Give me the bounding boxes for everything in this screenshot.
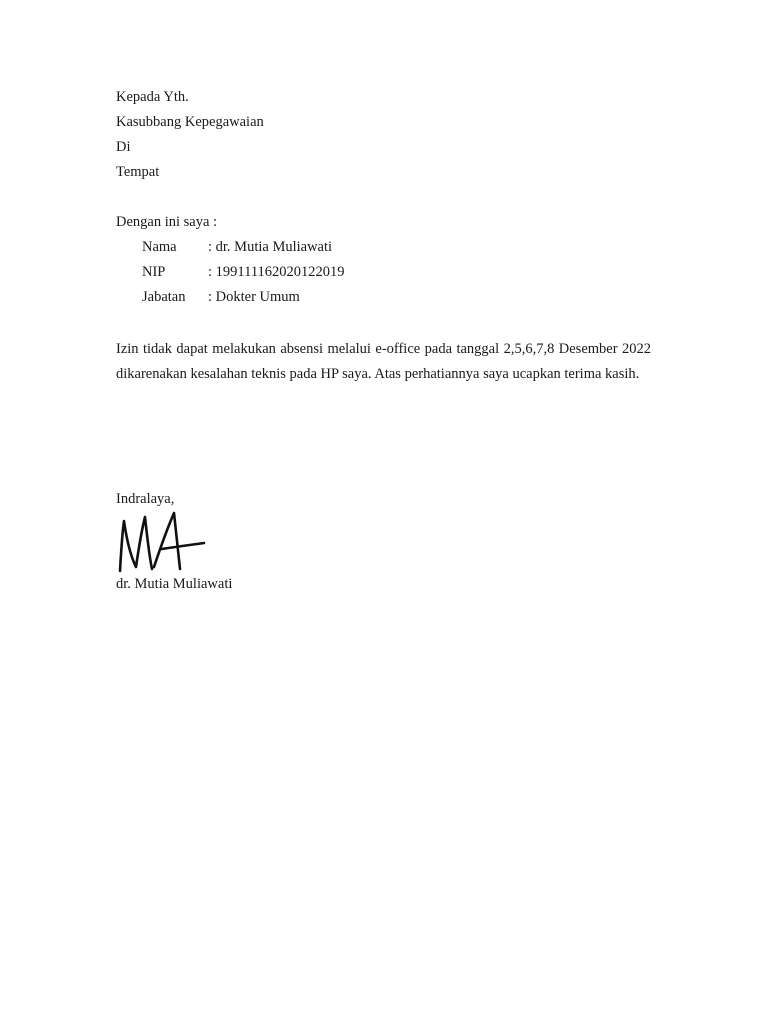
body-paragraph: Izin tidak dapat melakukan absensi melalui e-office pada tanggal 2,5,6,7,8 Desember 2022 dikarenakan kesalahan teknis pada HP saya. Atas perhatiannya saya ucapkan terima kasih. [116,341,651,383]
field-row-nip [142,263,542,281]
field-row-jabatan [142,288,542,306]
field-label-nama: Nama [142,239,177,255]
field-label-jabatan: Jabatan [142,289,186,305]
intro-line: Dengan ini saya : [116,214,218,230]
field-value-jabatan: : Dokter Umum [208,289,300,305]
recipient-salutation: Kepada Yth. [116,89,189,105]
recipient-office: Kasubbang Kepegawaian [116,114,264,130]
handwritten-signature [114,505,209,577]
field-label-nip: NIP [142,264,166,280]
recipient-place: Tempat [116,164,160,180]
field-row-nama [142,238,542,256]
place-date: Indralaya, [116,491,175,507]
signer-name: dr. Mutia Muliawati [116,576,233,592]
field-value-nama: : dr. Mutia Muliawati [208,239,333,255]
field-value-nip: : 199111162020122019 [208,264,345,280]
recipient-di: Di [116,139,131,155]
